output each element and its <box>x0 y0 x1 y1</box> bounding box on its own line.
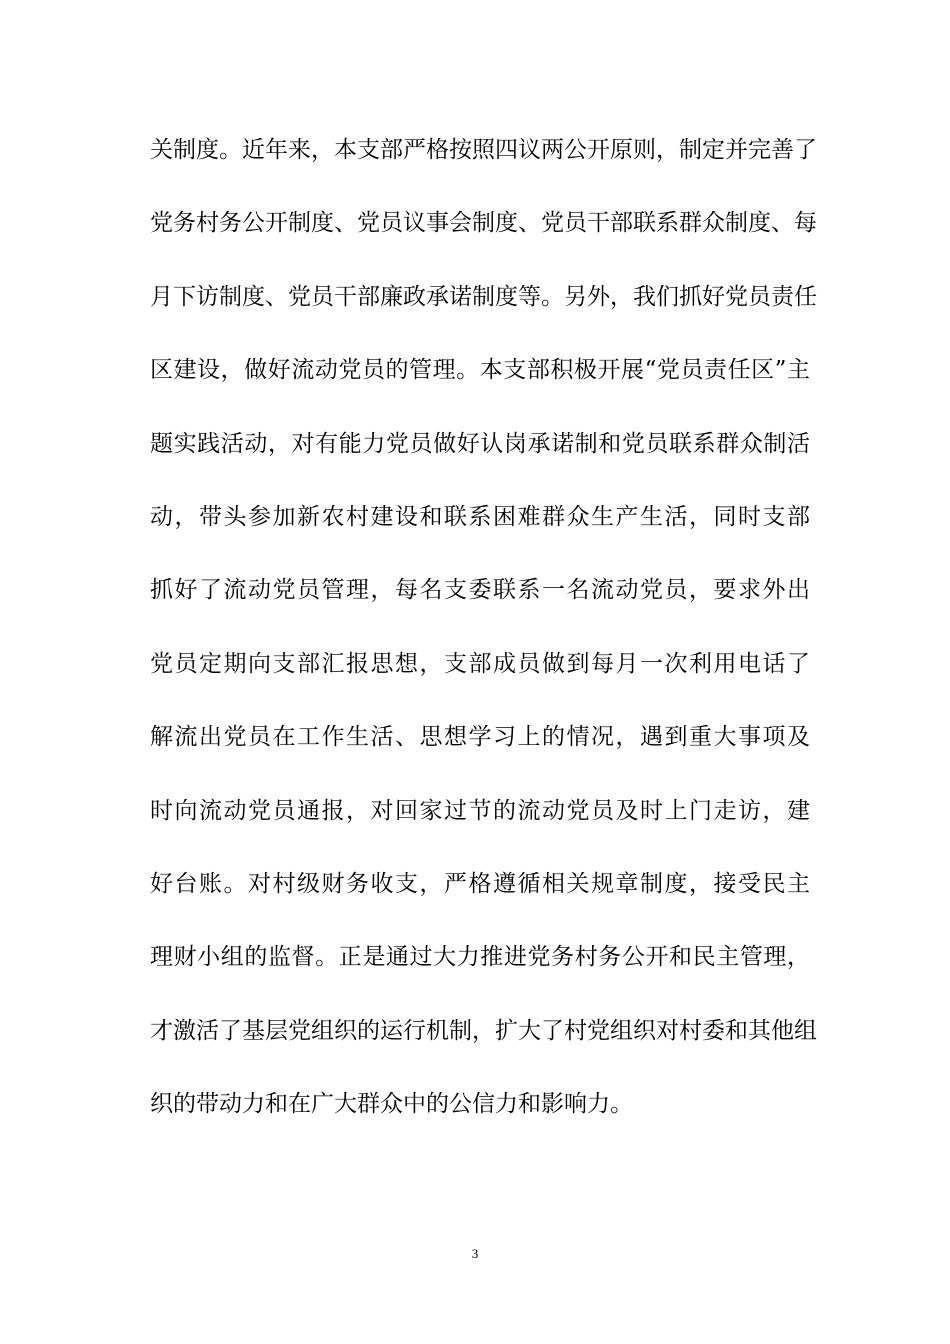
text-line-6: 动，带头参加新农村建设和联系困难群众生产生活，同时支部 <box>150 503 810 530</box>
page-number: 3 <box>471 1246 479 1261</box>
text-line-5: 题实践活动，对有能力党员做好认岗承诺制和党员联系群众制活 <box>150 430 810 457</box>
text-line-9: 解流出党员在工作生活、思想学习上的情况，遇到重大事项及 <box>150 724 810 751</box>
text-line-8: 党员定期向支部汇报思想，支部成员做到每月一次利用电话了 <box>150 650 810 677</box>
text-line-12: 理财小组的监督。正是通过大力推进党务村务公开和民主管理， <box>150 944 810 971</box>
text-line-2: 党务村务公开制度、党员议事会制度、党员干部联系群众制度、每 <box>150 210 817 237</box>
body-paragraph <box>150 130 817 1157</box>
text-line-10: 时向流动党员通报，对回家过节的流动党员及时上门走访，建 <box>150 797 810 824</box>
text-line-1: 关制度。近年来，本支部严格按照四议两公开原则，制定并完善了 <box>150 137 817 163</box>
text-line-7: 抓好了流动党员管理，每名支委联系一名流动党员，要求外出 <box>150 577 810 604</box>
text-line-3: 月下访制度、党员干部廉政承诺制度等。另外，我们抓好党员责任 <box>150 283 817 310</box>
text-line-11: 好台账。对村级财务收支，严格遵循相关规章制度，接受民主 <box>150 870 810 897</box>
text-line-13: 才激活了基层党组织的运行机制，扩大了村党组织对村委和其他组 <box>150 1017 817 1044</box>
text-line-14: 织的带动力和在广大群众中的公信力和影响力。 <box>150 1091 633 1118</box>
text-line-4: 区建设，做好流动党员的管理。本支部积极开展“党员责任区”主 <box>150 357 810 384</box>
